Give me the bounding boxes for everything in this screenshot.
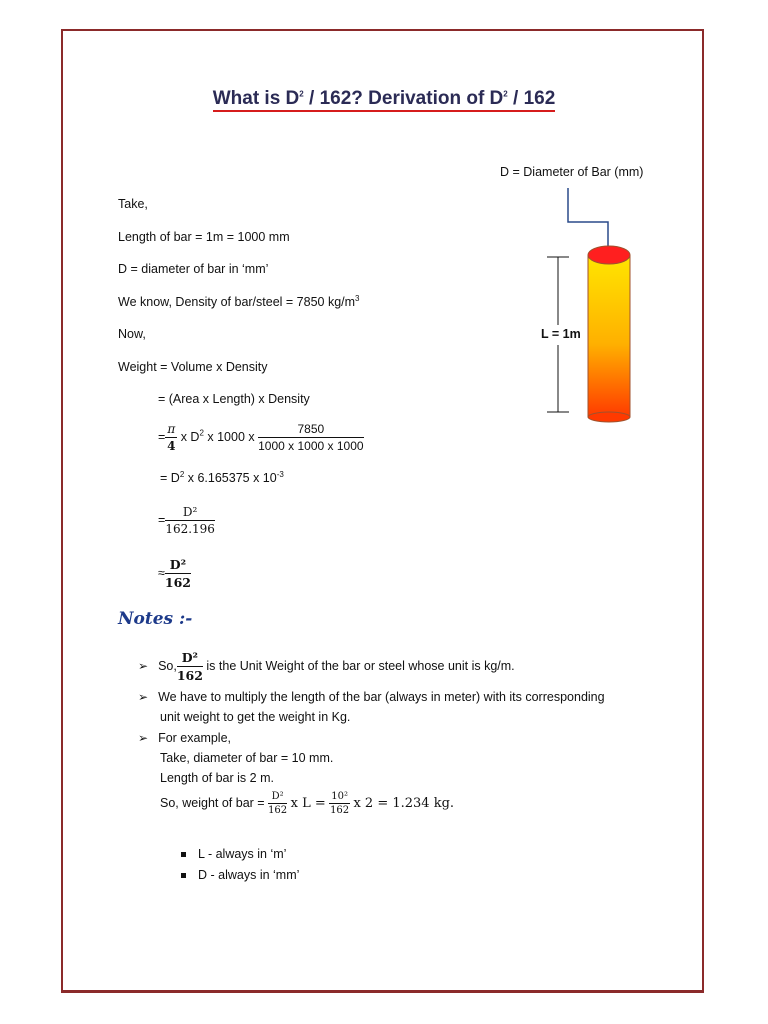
step-expanded: = $\frac{\pi}{4}$ x $D^2$ x 1000 x $\frac{7850}{1000 x 1000 x 1000}$ [158, 422, 364, 453]
diameter-text: D = diameter of bar in ‘mm’ [118, 262, 269, 276]
cylinder-body [588, 255, 630, 417]
now-text: Now, [118, 327, 146, 341]
square-bullet-icon [181, 873, 186, 878]
arrow-bullet-icon: ➢ [138, 658, 149, 673]
example-weight-calc: So, weight of bar = $\frac{\text{D²}}{162}$ x L = $\frac{\text{10²}}{162}$ x 2 = 1.234 kg. [160, 791, 455, 816]
step-simplified: = $D^2$ x 6.165375 x $10^{-3}$ [160, 469, 284, 485]
sub-bullet-item: D - always in ‘mm’ [181, 868, 299, 882]
diameter-label: D = Diameter of Bar (mm) [500, 165, 644, 179]
step-fraction-exact: = $\frac{\text{D²}}{162.196}$ [158, 505, 215, 536]
cylinder-top [588, 246, 630, 264]
note-item-continued: unit weight to get the weight in Kg. [160, 710, 351, 724]
notes-heading: Notes :- [118, 609, 193, 629]
arrow-bullet-icon: ➢ [138, 690, 149, 704]
weight-formula: Weight = Volume x Density [118, 360, 268, 374]
take-text: Take, [118, 197, 148, 211]
length-label: L = 1m [541, 327, 581, 341]
square-bullet-icon [181, 852, 186, 857]
density-text: We know, Density of bar/steel = 7850 $kg/m^3$ [118, 293, 360, 309]
step-area-length: = (Area x Length) x Density [158, 392, 310, 406]
sub-bullet-item: L - always in ‘m’ [181, 847, 286, 861]
page-title: What is $D^2 / 162$? Derivation of $D^2 / 162$ [0, 88, 768, 110]
step-fraction-approx: ≈ $\frac{\text{D²}}{162}$ [158, 557, 191, 590]
note-item: ➢ For example, [138, 731, 232, 745]
note-item: ➢ We have to multiply the length of the bar (always in meter) with its corresponding [138, 690, 605, 704]
example-length: Length of bar is 2 m. [160, 771, 274, 785]
example-diameter: Take, diameter of bar = 10 mm. [160, 751, 334, 765]
length-text: Length of bar = 1m = 1000 mm [118, 230, 290, 244]
bar-cylinder-diagram [540, 185, 650, 430]
note-item: ➢ So, $\frac{\text{D²}}{162}$ is the Unit Weight of the bar or steel whose unit is kg/m. [138, 650, 515, 683]
arrow-bullet-icon: ➢ [138, 731, 149, 745]
